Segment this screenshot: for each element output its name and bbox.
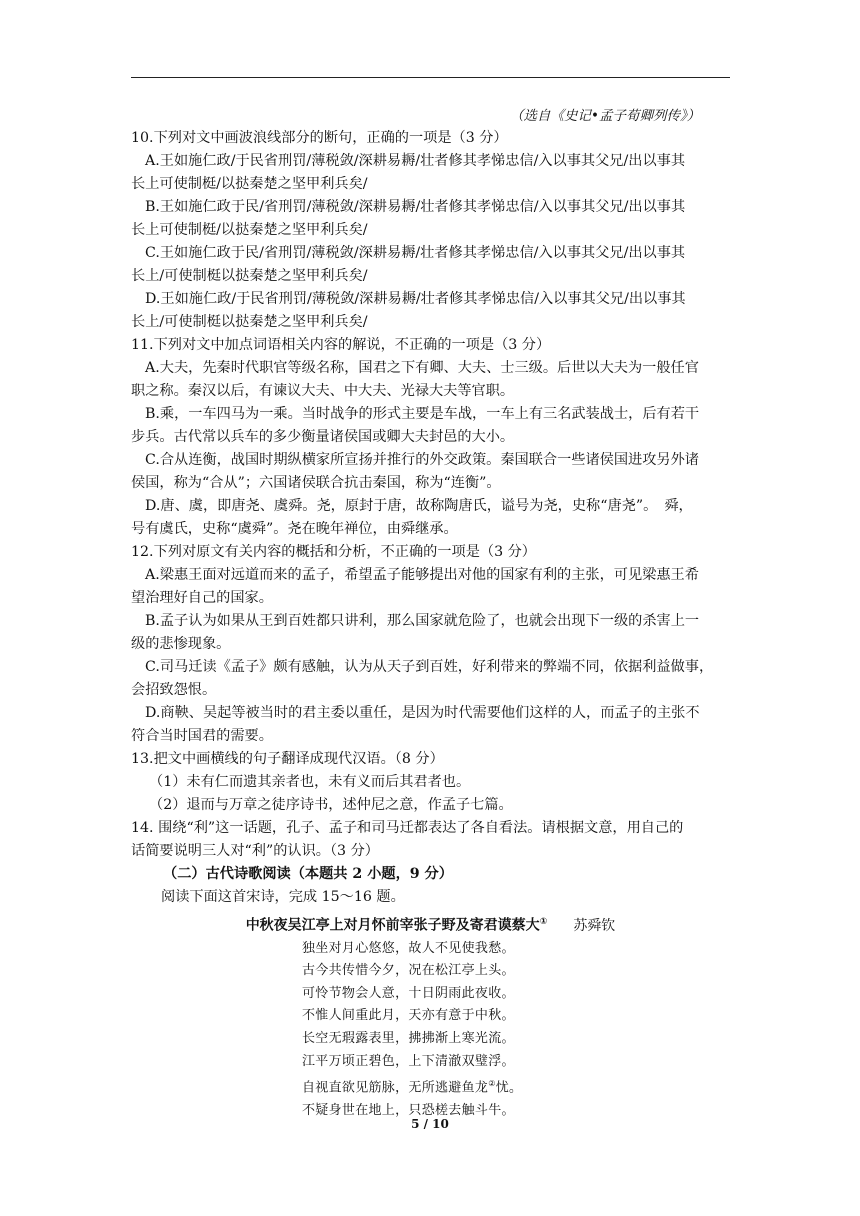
text-line: 会招致怨恨。 bbox=[131, 682, 217, 698]
text-line: 长上/可使制梃以挞秦楚之坚甲利兵矣/ bbox=[131, 268, 368, 284]
text-line: 14. 围绕“利”这一话题，孔子、孟子和司马迁都表达了各自看法。请根据文意，用自己的 bbox=[131, 820, 684, 836]
poem-line: 长空无瑕露表里，拂拂渐上寒光流。 bbox=[302, 1031, 515, 1047]
poem-title-footnote: ① bbox=[539, 917, 548, 927]
text-line: 12.下列对原文有关内容的概括和分析，不正确的一项是（3 分） bbox=[131, 544, 536, 560]
text-line: D.商鞅、吴起等被当时的君主委以重任，是因为时代需要他们这样的人，而孟子的主张不 bbox=[145, 705, 700, 721]
text-line: 长上可使制梃/以挞秦楚之坚甲利兵矣/ bbox=[131, 176, 368, 192]
poem-line-8: 不疑身世在地上，只恐槎去触斗牛。 bbox=[302, 1103, 515, 1119]
text-line: 侯国，称为“合从”；六国诸侯联合抗击秦国，称为“连衡”。 bbox=[131, 475, 501, 491]
header-rule bbox=[131, 77, 730, 78]
text-line: A.王如施仁政/于民省刑罚/薄税敛/深耕易耨/壮者修其孝悌忠信/入以事其父兄/出以事其 bbox=[145, 153, 686, 169]
text-line: B.王如施仁政于民/省刑罚/薄税敛/深耕易耨/壮者修其孝悌忠信/入以事其父兄/出以事其 bbox=[145, 199, 686, 215]
source-citation: （选自《史记•孟子荀卿列传》） bbox=[510, 108, 701, 124]
text-line: （1）未有仁而遗其亲者也，未有义而后其君者也。 bbox=[149, 774, 471, 790]
poem-line-7 bbox=[302, 1073, 730, 1100]
page-number: 5 / 10 bbox=[411, 1117, 449, 1131]
text-line: 步兵。古代常以兵车的多少衡量诸侯国或卿大夫封邑的大小。 bbox=[131, 429, 515, 445]
text-line: 话简要说明三人对“利”的认识。（3 分） bbox=[131, 843, 379, 859]
text-line: 符合当时国君的需要。 bbox=[131, 728, 273, 744]
text-line: A.大夫，先秦时代职官等级名称，国君之下有卿、大夫、士三级。后世以大夫为一般任官 bbox=[145, 360, 699, 376]
poem-line: 独坐对月心悠悠，故人不见使我愁。 bbox=[302, 940, 515, 956]
poem-line-7-footnote: ② bbox=[488, 1079, 496, 1089]
poem-title-text: 中秋夜吴江亭上对月怀前宰张子野及寄君谟蔡大 bbox=[245, 917, 540, 934]
poem-line: 不惟人间重此月，天亦有意于中秋。 bbox=[302, 1008, 515, 1024]
text-line: C.合从连衡，战国时期纵横家所宣扬并推行的外交政策。秦国联合一些诸侯国进攻另外诸 bbox=[145, 452, 699, 468]
text-line: 望治理好自己的国家。 bbox=[131, 590, 273, 606]
poem-lines bbox=[302, 938, 730, 1074]
poem-line-7-text: 自视直欲见筋脉，无所逃避鱼龙 bbox=[302, 1080, 489, 1096]
poem-line: 可怜节物会人意，十日阴雨此夜收。 bbox=[302, 985, 515, 1001]
text-line: 级的悲惨现象。 bbox=[131, 636, 231, 652]
text-line: 职之称。秦汉以后，有谏议大夫、中大夫、光禄大夫等官职。 bbox=[131, 383, 515, 399]
text-line: C.司马迁读《孟子》颇有感触，认为从天子到百姓，好利带来的弊端不同，依据利益做事， bbox=[145, 659, 714, 675]
text-line: （2）退而与万章之徒序诗书，述仲尼之意，作孟子七篇。 bbox=[149, 797, 513, 813]
poem-line: 古今共传惜今夕，况在松江亭上头。 bbox=[302, 963, 515, 979]
poem-author: 苏舜钦 bbox=[573, 917, 616, 934]
poem-body bbox=[131, 938, 730, 1123]
text-line: 长上/可使制梃以挞秦楚之坚甲利兵矣/ bbox=[131, 314, 368, 330]
text-line: D.王如施仁政/于民省刑罚/薄税敛/深耕易耨/壮者修其孝悌忠信/入以事其父兄/出以事其 bbox=[145, 291, 686, 307]
text-line: 阅读下面这首宋诗，完成 15～16 题。 bbox=[161, 889, 405, 905]
text-line: 13.把文中画横线的句子翻译成现代汉语。（8 分） bbox=[131, 751, 444, 767]
text-line: B.孟子认为如果从王到百姓都只讲利，那么国家就危险了，也就会出现下一级的杀害上一 bbox=[145, 613, 700, 629]
text-line: 号有虞氏，史称“虞舜”。尧在晚年禅位，由舜继承。 bbox=[131, 521, 458, 537]
text-line: A.梁惠王面对远道而来的孟子，希望孟子能够提出对他的国家有利的主张，可见梁惠王希 bbox=[145, 567, 699, 583]
text-line: （二）古代诗歌阅读（本题共 2 小题，9 分） bbox=[163, 866, 453, 882]
text-line: B.乘，一车四马为一乘。当时战争的形式主要是车战，一车上有三名武装战士，后有若干 bbox=[145, 406, 700, 422]
poem-line: 江平万顷正碧色，上下清澈双璧浮。 bbox=[302, 1053, 515, 1069]
poem-title bbox=[131, 911, 730, 938]
document-body bbox=[131, 127, 730, 1123]
text-line: 长上可使制梃/以挞秦楚之坚甲利兵矣/ bbox=[131, 222, 368, 238]
text-line: 11.下列对文中加点词语相关内容的解说，不正确的一项是（3 分） bbox=[131, 337, 551, 353]
question-lines bbox=[131, 127, 730, 909]
text-line: 10.下列对文中画波浪线部分的断句，正确的一项是（3 分） bbox=[131, 130, 508, 146]
text-line: D.唐、虞，即唐尧、虞舜。尧，原封于唐，故称陶唐氏，谥号为尧，史称“唐尧”。 舜， bbox=[145, 498, 693, 514]
text-line: C.王如施仁政于民/省刑罚/薄税敛/深耕易耨/壮者修其孝悌忠信/入以事其父兄/出以事其 bbox=[145, 245, 686, 261]
poem-line-7-end: 忧。 bbox=[495, 1080, 523, 1096]
